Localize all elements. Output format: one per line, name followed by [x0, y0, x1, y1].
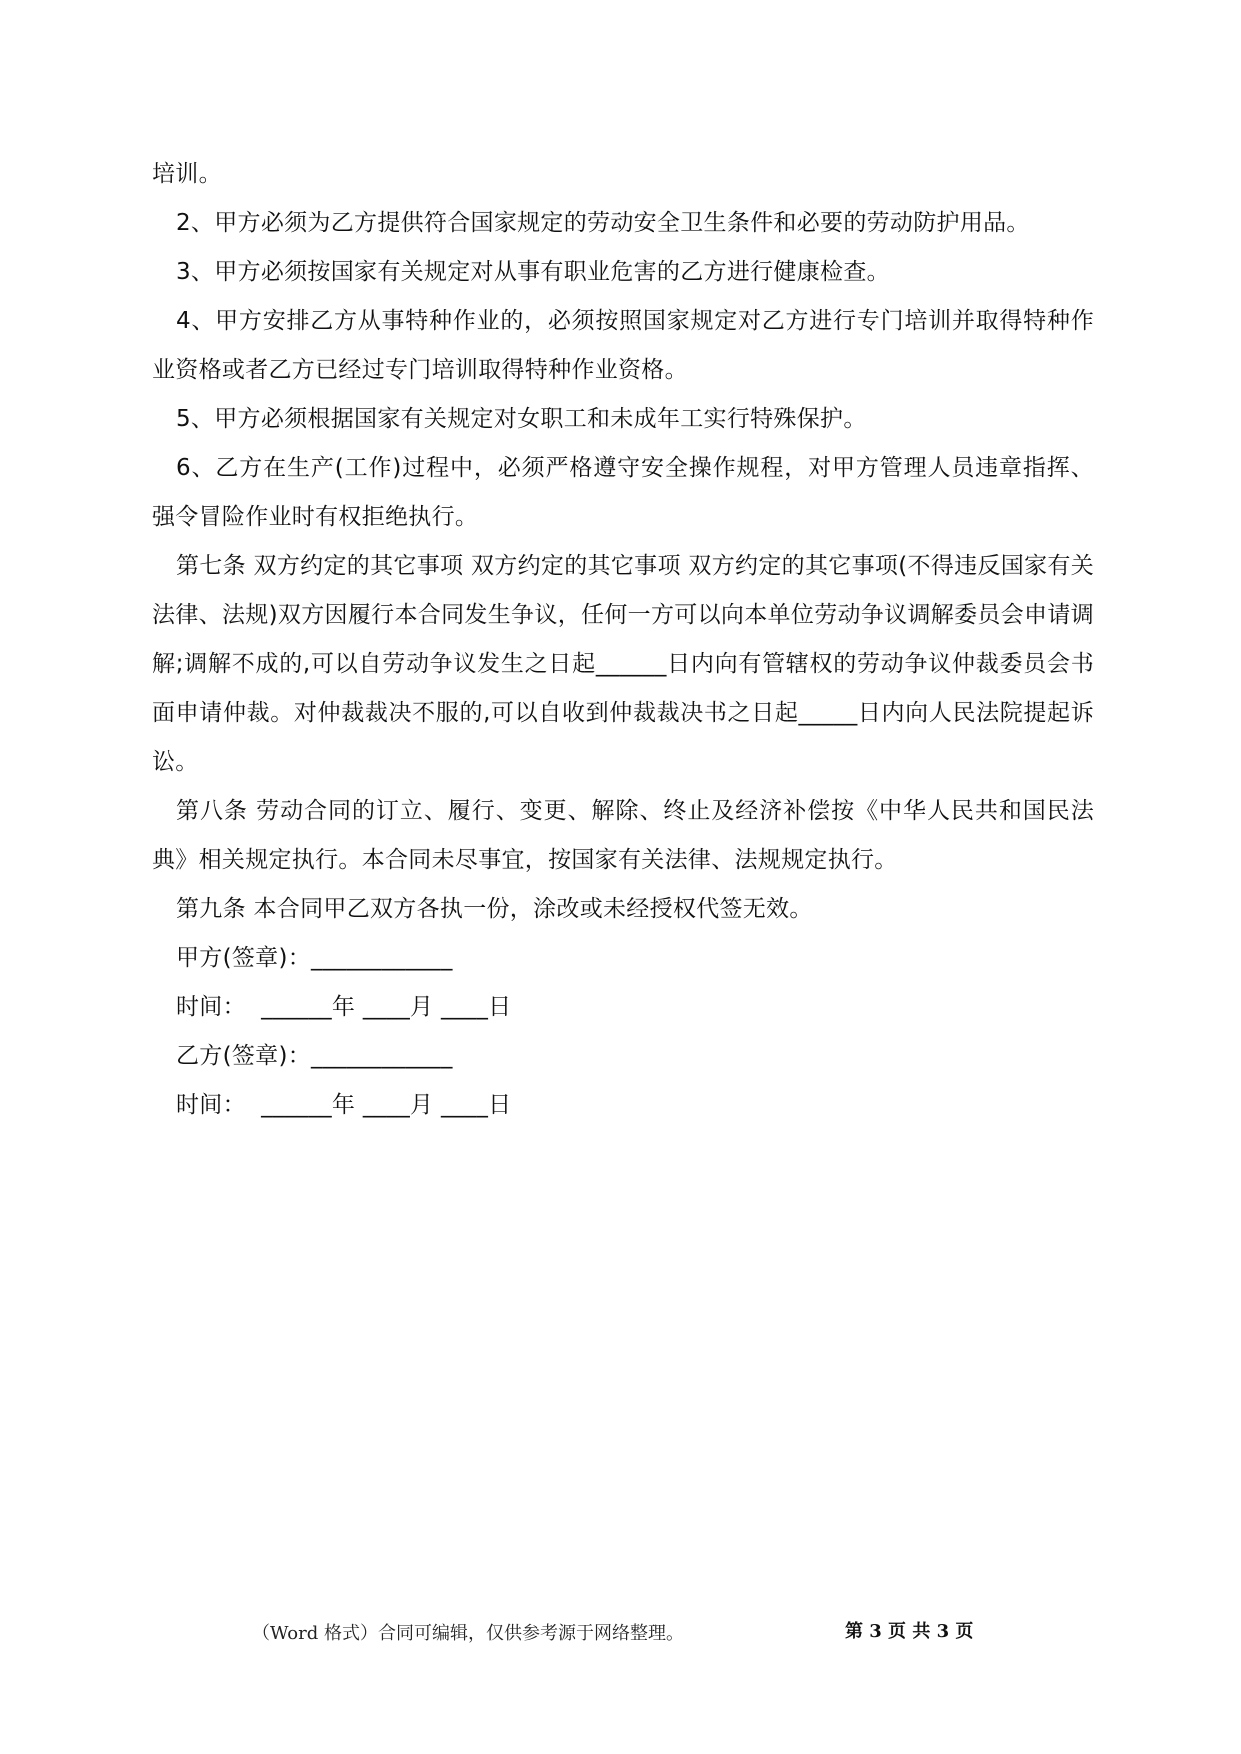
paragraph-article-9: 第九条 本合同甲乙双方各执一份，涂改或未经授权代签无效。: [176, 896, 813, 922]
paragraph-clause-2: 2、甲方必须为乙方提供符合国家规定的劳动安全卫生条件和必要的劳动防护用品。: [176, 210, 1030, 236]
paragraph-clause-6: 6、乙方在生产(工作)过程中，必须严格遵守安全操作规程，对甲方管理人员违章指挥、强令冒险作业时有权拒绝执行。: [152, 455, 1094, 530]
paragraph-continuation: 培训。: [152, 161, 222, 187]
paragraph-article-7: 第七条 双方约定的其它事项 双方约定的其它事项 双方约定的其它事项(不得违反国家有关法律、法规)双方因履行本合同发生争议，任何一方可以向本单位劳动争议调解委员会申请调解;调解不成的,可以自劳动争议发生之日起______日内向有管辖权的劳动争议仲裁委员会书面申请仲裁。对仲裁裁决不服的,可以自收到仲裁裁决书之日起_____日内向人民法院提起诉讼。: [152, 553, 1094, 775]
party-a-date-line: 时间： ______年 ____月 ____日: [176, 994, 512, 1020]
page-number: 第 3 页 共 3 页: [845, 1621, 974, 1642]
paragraph-article-8: 第八条 劳动合同的订立、履行、变更、解除、终止及经济补偿按《中华人民共和国民法典》相关规定执行。本合同未尽事宜，按国家有关法律、法规规定执行。: [152, 798, 1094, 873]
paragraph-clause-3: 3、甲方必须按国家有关规定对从事有职业危害的乙方进行健康检查。: [176, 259, 890, 285]
footer-note: （Word 格式）合同可编辑，仅供参考源于网络整理。: [252, 1623, 684, 1644]
paragraph-clause-5: 5、甲方必须根据国家有关规定对女职工和未成年工实行特殊保护。: [176, 406, 867, 432]
paragraph-clause-4: 4、甲方安排乙方从事特种作业的，必须按照国家规定对乙方进行专门培训并取得特种作业资格或者乙方已经过专门培训取得特种作业资格。: [152, 308, 1094, 383]
document-body: [152, 150, 1094, 1130]
party-b-date-line: 时间： ______年 ____月 ____日: [176, 1092, 512, 1118]
party-b-signature-line: 乙方(签章)：____________: [176, 1043, 453, 1069]
party-a-signature-line: 甲方(签章)：____________: [176, 945, 453, 971]
